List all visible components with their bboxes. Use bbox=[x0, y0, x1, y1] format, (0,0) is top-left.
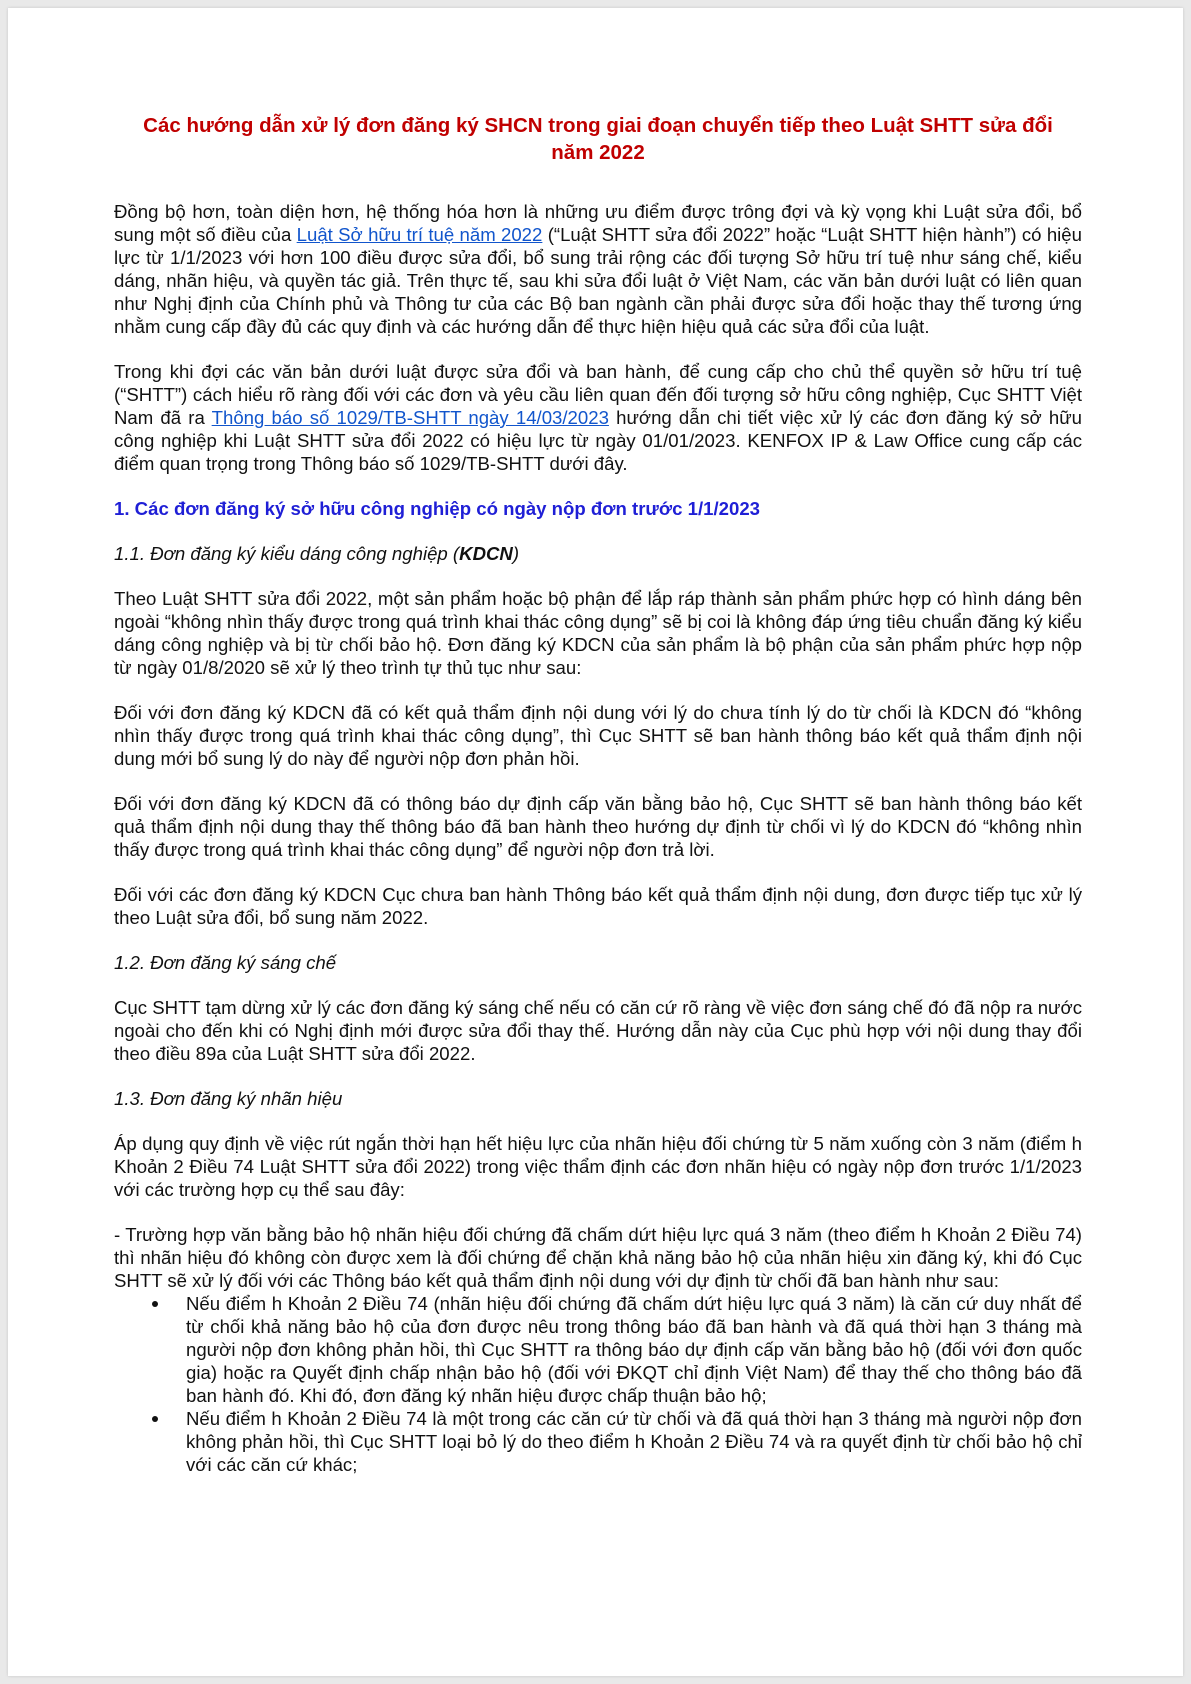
section-1-1-heading-prefix: 1.1. Đơn đăng ký kiểu dáng công nghiệp ( bbox=[114, 543, 460, 564]
section-1-3-paragraph-1: Áp dụng quy định về việc rút ngắn thời hạn hết hiệu lực của nhãn hiệu đối chứng từ 5 năm xuống còn 3 năm (điểm h Khoản 2 Điều 74 Luật SHTT sửa đổi 2022) trong việc thẩm định các đơn nhãn hiệu có ngày nộp đơn trước 1/1/2023 với các trường hợp cụ thể sau đây: bbox=[114, 1133, 1082, 1200]
document-title: Các hướng dẫn xử lý đơn đăng ký SHCN trong giai đoạn chuyển tiếp theo Luật SHTT sửa đổi năm 2022 bbox=[143, 114, 1053, 164]
document-content bbox=[114, 112, 1082, 1476]
section-1-1-paragraph-3: Đối với đơn đăng ký KDCN đã có thông báo dự định cấp văn bằng bảo hộ, Cục SHTT sẽ ban hành thông báo kết quả thẩm định nội dung thay thế thông báo đã ban hành theo hướng dự định từ chối vì lý do KDCN đó “không nhìn thấy được trong quá trình khai thác công dụng” để người nộp đơn trả lời. bbox=[114, 793, 1082, 860]
intro-paragraph-1 bbox=[114, 200, 1082, 338]
section-1-2-paragraph-1: Cục SHTT tạm dừng xử lý các đơn đăng ký sáng chế nếu có căn cứ rõ ràng về việc đơn sáng chế đó đã nộp ra nước ngoài cho đến khi có Nghị định mới được sửa đổi thay thế. Hướng dẫn này của Cục phù hợp với nội dung thay đổi theo điều 89a của Luật SHTT sửa đổi 2022. bbox=[114, 997, 1082, 1064]
bullet-icon bbox=[152, 1301, 158, 1307]
section-1-1-paragraph-2: Đối với đơn đăng ký KDCN đã có kết quả thẩm định nội dung với lý do chưa tính lý do từ chối là KDCN đó “không nhìn thấy được trong quá trình khai thác công dụng”, thì Cục SHTT sẽ ban hành thông báo kết quả thẩm định nội dung mới bổ sung lý do này để người nộp đơn phản hồi. bbox=[114, 702, 1082, 769]
intro-p2-text-before: Trong khi đợi các văn bản dưới luật được sửa đổi và ban hành, để cung cấp cho chủ thể quyền sở hữu trí tuệ (“SHTT”) cách hiểu rõ ràng đối với các đơn và yêu cầu liên quan đến đối tượng sở hữu công nghiệp, Cục SHTT Việt Nam đã ra bbox=[114, 361, 1082, 428]
section-1-2-heading: 1.2. Đơn đăng ký sáng chế bbox=[114, 952, 337, 973]
document-page bbox=[8, 8, 1183, 1676]
list-item-text: Nếu điểm h Khoản 2 Điều 74 là một trong các căn cứ từ chối và đã quá thời hạn 3 tháng mà người nộp đơn không phản hồi, thì Cục SHTT loại bỏ lý do theo điểm h Khoản 2 Điều 74 và ra quyết định từ chối bảo hộ chỉ với các căn cứ khác; bbox=[186, 1408, 1082, 1475]
section-1-1-heading-suffix: ) bbox=[512, 543, 520, 564]
section-1-1-paragraph-4: Đối với các đơn đăng ký KDCN Cục chưa ban hành Thông báo kết quả thẩm định nội dung, đơn được tiếp tục xử lý theo Luật sửa đổi, bổ sung năm 2022. bbox=[114, 884, 1082, 928]
list-item bbox=[186, 1292, 1082, 1407]
section-1-1-paragraph-1: Theo Luật SHTT sửa đổi 2022, một sản phẩm hoặc bộ phận để lắp ráp thành sản phẩm phức hợp có hình dáng bên ngoài “không nhìn thấy được trong quá trình khai thác công dụng” sẽ bị coi là không đáp ứng tiêu chuẩn đăng ký kiểu dáng công nghiệp và bị từ chối bảo hộ. Đơn đăng ký KDCN của sản phẩm là bộ phận của sản phẩm phức hợp nộp từ ngày 01/8/2020 sẽ xử lý theo trình tự thủ tục như sau: bbox=[114, 588, 1082, 678]
section-1-3-bullet-list bbox=[114, 1292, 1082, 1476]
section-1-1-heading bbox=[114, 542, 1082, 565]
ip-law-2022-link[interactable]: Luật Sở hữu trí tuệ năm 2022 bbox=[296, 224, 543, 245]
list-item bbox=[186, 1407, 1082, 1476]
notice-1029-link[interactable]: Thông báo số 1029/TB-SHTT ngày 14/03/2023 bbox=[211, 407, 609, 428]
section-1-3-paragraph-2: - Trường hợp văn bằng bảo hộ nhãn hiệu đối chứng đã chấm dứt hiệu lực quá 3 năm (theo điểm h Khoản 2 Điều 74) thì nhãn hiệu đó không còn được xem là đối chứng để chặn khả năng bảo hộ của nhãn hiệu xin đăng ký, khi đó Cục SHTT sẽ xử lý đối với các Thông báo kết quả thẩm định nội dung với dự định từ chối đã ban hành như sau: bbox=[114, 1224, 1082, 1291]
intro-p2-text-after: hướng dẫn chi tiết việc xử lý các đơn đăng ký sở hữu công nghiệp khi Luật SHTT sửa đổi 2022 có hiệu lực từ ngày 01/01/2023. KENFOX IP & Law Office cung cấp các điểm quan trọng trong Thông báo số 1029/TB-SHTT dưới đây. bbox=[114, 407, 1082, 474]
list-item-text: Nếu điểm h Khoản 2 Điều 74 (nhãn hiệu đối chứng đã chấm dứt hiệu lực quá 3 năm) là căn cứ duy nhất để từ chối khả năng bảo hộ của đơn được nêu trong thông báo đã ban hành và đã quá thời hạn 3 tháng mà người nộp đơn không phản hồi, thì Cục SHTT ra thông báo dự định cấp văn bằng bảo hộ (đối với đơn quốc gia) hoặc ra Quyết định chấp nhận bảo hộ (đối với ĐKQT chỉ định Việt Nam) để thay thế cho thông báo đã ban hành đó. Khi đó, đơn đăng ký nhãn hiệu được chấp thuận bảo hộ; bbox=[186, 1293, 1082, 1406]
bullet-icon bbox=[152, 1416, 158, 1422]
section-1-1-heading-bold: KDCN bbox=[459, 543, 513, 564]
intro-paragraph-2 bbox=[114, 360, 1082, 475]
intro-p1-text-before: Đồng bộ hơn, toàn diện hơn, hệ thống hóa hơn là những ưu điểm được trông đợi và kỳ vọng khi Luật sửa đổi, bổ sung một số điều của bbox=[114, 201, 1082, 245]
section-1-3-heading: 1.3. Đơn đăng ký nhãn hiệu bbox=[114, 1088, 343, 1109]
intro-p1-text-after: (“Luật SHTT sửa đổi 2022” hoặc “Luật SHTT hiện hành”) có hiệu lực từ 1/1/2023 với hơn 100 điều được sửa đổi, bổ sung trải rộng các đối tượng Sở hữu trí tuệ như sáng chế, kiểu dáng, nhãn hiệu, và quyền tác giả. Trên thực tế, sau khi sửa đổi luật ở Việt Nam, các văn bản dưới luật có liên quan như Nghị định của Chính phủ và Thông tư của các Bộ ban ngành cần phải được sửa đổi hoặc thay thế tương ứng nhằm cung cấp đầy đủ các quy định và các hướng dẫn để thực hiện hiệu quả các sửa đổi của luật. bbox=[114, 224, 1082, 337]
section-1-heading: 1. Các đơn đăng ký sở hữu công nghiệp có ngày nộp đơn trước 1/1/2023 bbox=[114, 498, 760, 519]
